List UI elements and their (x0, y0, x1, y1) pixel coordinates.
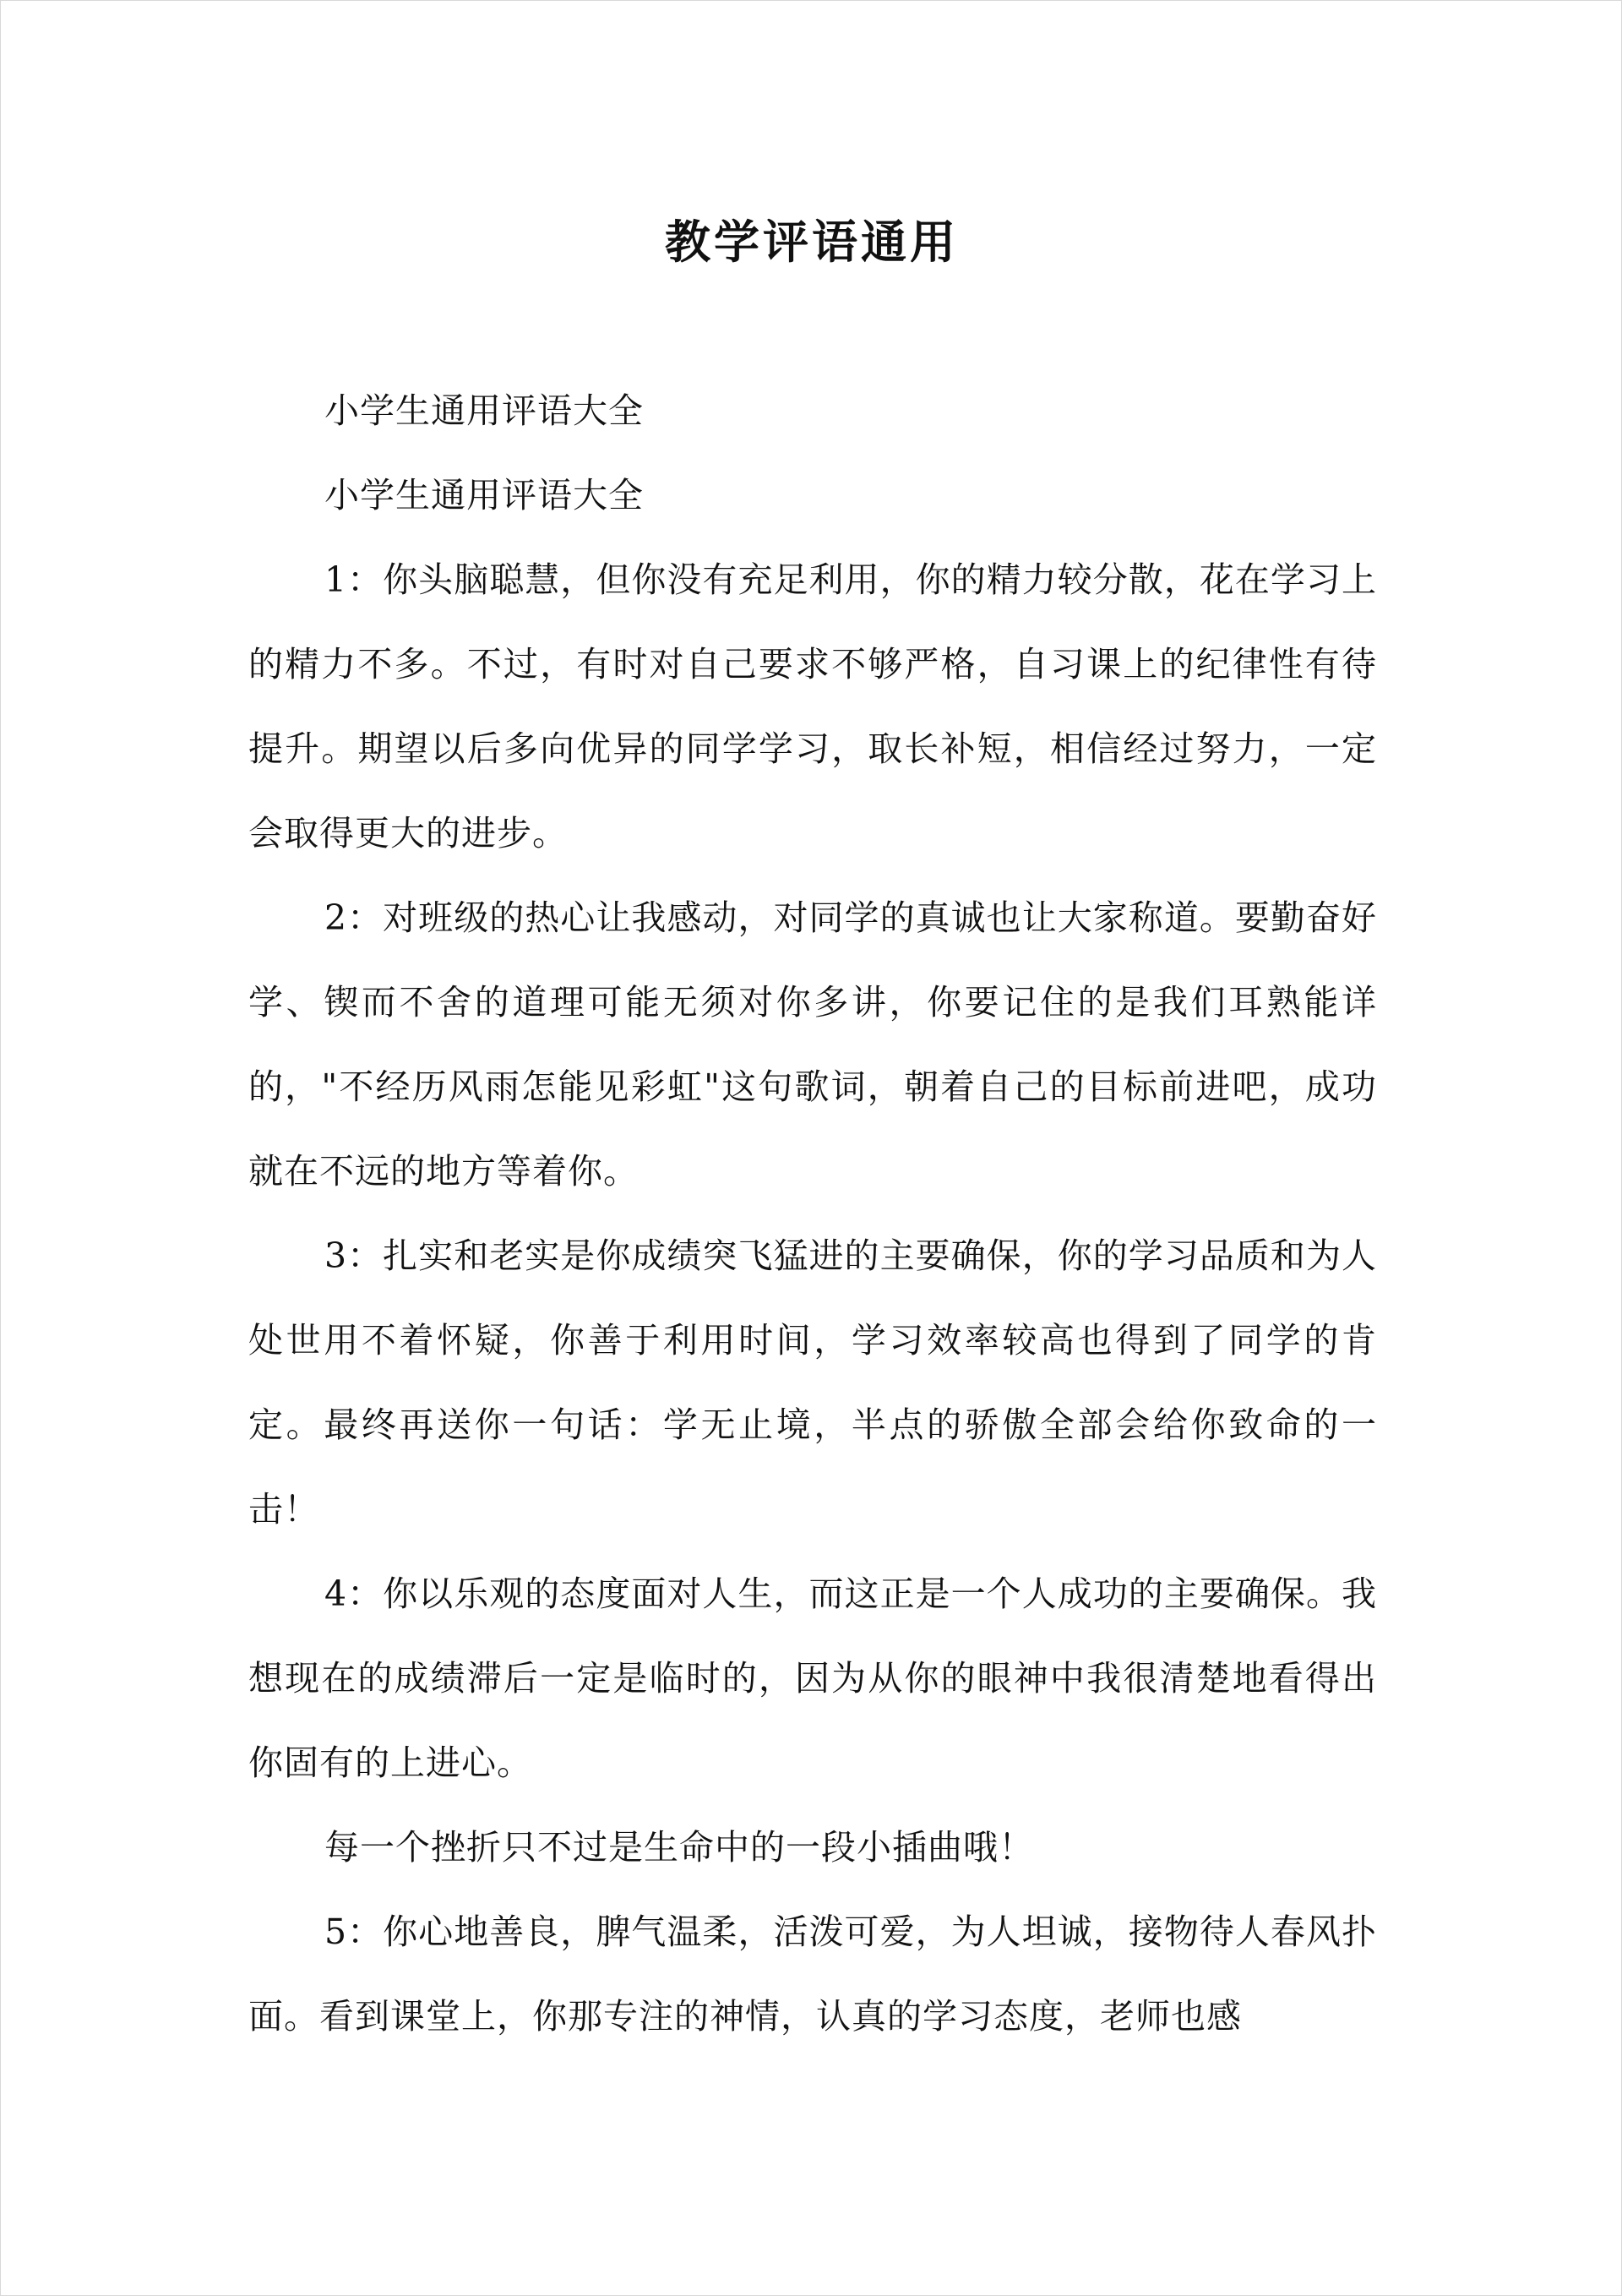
paragraph-note: 每一个挫折只不过是生命中的一段小插曲哦！ (324, 1827, 1034, 1868)
document-title: 教学评语通用 (665, 215, 959, 269)
paragraph-comment-1: 1：你头脑聪慧，但你没有充足利用，你的精力较分散，花在学习上的精力不多。不过，有时对自己要求不够严格，自习课上的纪律性有待提升。期望以后多向优异的同学学习，取长补短，相信经过努力，一定会取得更大的进步。 (248, 559, 1377, 854)
paragraph-heading-2: 小学生通用评语大全 (324, 475, 644, 515)
paragraph-heading-1: 小学生通用评语大全 (324, 390, 644, 431)
paragraph-comment-2: 2：对班级的热心让我感动，对同学的真诚也让大家称道。要勤奋好学、锲而不舍的道理可能无须对你多讲，你要记住的是我们耳熟能详的，"不经历风雨怎能见彩虹"这句歌词，朝着自己的目标前进吧，成功就在不远的地方等着你。 (248, 897, 1377, 1192)
paragraph-comment-4: 4：你以乐观的态度面对人生，而这正是一个人成功的主要确保。我想现在的成绩滞后一定是临时的，因为从你的眼神中我很清楚地看得出你固有的上进心。 (248, 1573, 1377, 1783)
document-body (248, 368, 1377, 2059)
paragraph-comment-3: 3：扎实和老实是你成绩突飞猛进的主要确保，你的学习品质和为人处世用不着怀疑，你善于利用时间，学习效率较高也得到了同学的肯定。最终再送你一句话：学无止境，半点的骄傲全部会给你致命的一击！ (248, 1235, 1377, 1530)
paragraph-comment-5: 5：你心地善良，脾气温柔，活泼可爱，为人坦诚，接物待人春风扑面。看到课堂上，你那专注的神情，认真的学习态度，老师也感 (248, 1912, 1377, 2037)
